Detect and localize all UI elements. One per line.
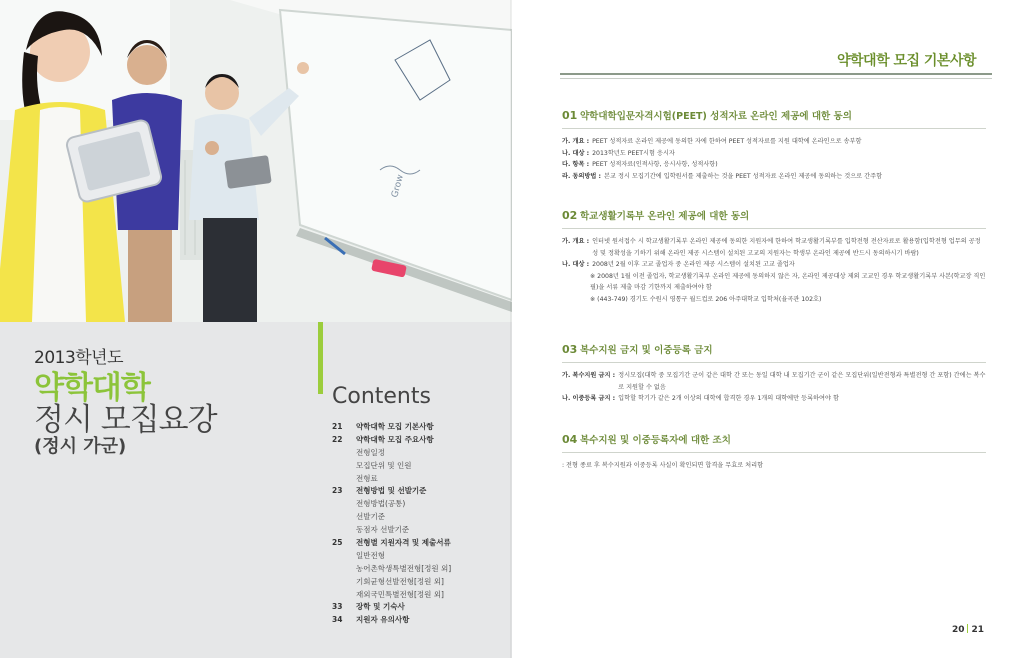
toc-entry: [332, 576, 507, 589]
toc-entry: [332, 473, 507, 486]
item-key: 가. 개요 :: [562, 238, 590, 245]
table-of-contents: [332, 421, 507, 627]
section-rule: [562, 452, 986, 453]
toc-entry: [332, 537, 507, 550]
header-rule-thin: [560, 78, 992, 79]
toc-label: 약학대학 모집 기본사항: [356, 422, 434, 431]
item-key: 라. 동의방법 :: [562, 172, 602, 180]
item-key: 나. 대상 :: [562, 149, 590, 157]
toc-label: 장학 및 기숙사: [356, 602, 405, 612]
item-value: 인터넷 원서접수 시 학교생활기록부 온라인 제공에 동의한 지원자에 한하여 학교생활기록부를 입학전형 전산자료로 활용함(입학전형 업무의 공정성 및 정확성을 기하기 위해 온라인 제공 시스템이 설치된 고교의 지원자는 학생부 온라인 제공에 반드시 동의하시기 바람): [592, 238, 981, 257]
item-key: 나. 이중등록 금지 :: [562, 395, 616, 402]
section-item: [562, 171, 986, 183]
item-key: 다. 항목 :: [562, 161, 590, 168]
section-item: [562, 148, 986, 160]
contents-title: Contents: [332, 384, 431, 409]
toc-entry: [332, 460, 507, 473]
toc-page-number: 33: [332, 602, 343, 612]
toc-label: 전형료: [356, 473, 378, 483]
section-heading: [562, 108, 986, 124]
section-note: : 전형 종료 후 복수지원과 이중등록 사실이 확인되면 합격을 무효로 처리함: [562, 462, 764, 469]
section-number: 04: [562, 433, 578, 446]
item-value: 2008년 2월 이후 고교 졸업자 중 온라인 제공 시스템이 설치된 고교 졸업자: [592, 261, 795, 268]
toc-page-number: 34: [332, 615, 343, 625]
toc-page-number: [332, 447, 356, 460]
toc-entry: [332, 434, 507, 447]
students-photo: [0, 0, 512, 322]
section-title: 학교생활기록부 온라인 제공에 대한 동의: [580, 211, 750, 222]
toc-label: 모집단위 및 인원: [356, 460, 412, 470]
item-value: 2013학년도 PEET시험 응시자: [592, 149, 675, 157]
toc-label: 동점자 선발기준: [356, 525, 410, 535]
section-item: [562, 370, 986, 393]
toc-page-number: [332, 524, 356, 537]
toc-page-number: [332, 563, 356, 576]
toc-page-number: [332, 511, 356, 524]
academic-year: 2013학년도: [34, 348, 124, 368]
item-value: 정시모집(대학 중 모집기간 군이 같은 대학 간 또는 동일 대학 내 모집기간 군이 같은 모집단위(일반전형과 특별전형 간 포함) 간에는 복수로 지원할 수 없음: [618, 372, 986, 391]
toc-entry: [332, 485, 507, 498]
item-value: 입학할 학기가 같은 2개 이상의 대학에 합격한 경우 1개의 대학에만 등록하여야 함: [618, 395, 839, 402]
page-number-separator: [967, 624, 968, 633]
section-title: 복수지원 금지 및 이중등록 금지: [580, 345, 713, 356]
toc-label: 전형방법(공통): [356, 499, 406, 509]
toc-label: 기회균형선발전형[정원 외]: [356, 576, 444, 586]
toc-entry: [332, 563, 507, 576]
toc-label: 일반전형: [356, 550, 385, 560]
item-key: 가. 개요 :: [562, 138, 590, 145]
toc-label: 농어촌학생특별전형[정원 외]: [356, 563, 452, 573]
section-item: [562, 236, 986, 259]
item-value: PEET 성적자료(인적사항, 응시사항, 성적사항): [592, 161, 718, 168]
toc-page-number: [332, 589, 356, 602]
page-number-left: 20: [951, 625, 965, 635]
toc-page-number: [332, 473, 356, 486]
photo-illustration: [0, 0, 512, 322]
toc-entry: [332, 498, 507, 511]
section-rule: [562, 228, 986, 229]
item-key: 나. 대상 :: [562, 261, 590, 268]
section-heading: [562, 342, 986, 358]
section-item: [562, 159, 986, 171]
item-key: 가. 복수지원 금지 :: [562, 372, 616, 379]
page-number-right: 21: [971, 625, 984, 635]
toc-label: 약학대학 모집 주요사항: [356, 434, 434, 444]
page-header-title: 약학대학 모집 기본사항: [837, 53, 976, 69]
section-02: [562, 208, 986, 305]
toc-label: 지원자 유의사항: [356, 615, 410, 625]
section-title: 약학대학입문자격시험(PEET) 성적자료 온라인 제공에 대한 동의: [580, 111, 852, 122]
section-item: [562, 136, 986, 148]
section-title: 복수지원 및 이중등록자에 대한 조치: [580, 435, 731, 446]
item-value: 본교 정시 모집기간에 입학원서를 제출하는 것을 PEET 성적자료 온라인 제공에 동의하는 것으로 간주함: [604, 172, 883, 180]
right-page: [512, 0, 1024, 658]
section-number: 01: [562, 109, 578, 122]
toc-entry: [332, 447, 507, 460]
toc-page-number: 22: [332, 434, 343, 444]
toc-entry: [332, 614, 507, 627]
section-number: 02: [562, 209, 578, 222]
page-numbers: [952, 624, 984, 635]
section-04: [562, 432, 986, 472]
toc-page-number: 21: [332, 422, 343, 431]
toc-entry: [332, 550, 507, 563]
toc-entry: [332, 524, 507, 537]
item-value: PEET 성적자료 온라인 제공에 동의한 자에 한하여 PEET 성적자료를 지원 대학에 온라인으로 송부함: [592, 138, 862, 145]
section-rule: [562, 128, 986, 129]
section-01: [562, 108, 986, 182]
toc-page-number: [332, 460, 356, 473]
toc-page-number: 23: [332, 486, 343, 496]
toc-entry: [332, 421, 507, 434]
toc-page-number: [332, 550, 356, 563]
toc-page-number: [332, 498, 356, 511]
section-item: [562, 393, 986, 405]
section-number: 03: [562, 343, 578, 356]
toc-page-number: [332, 576, 356, 589]
section-heading: [562, 432, 986, 448]
toc-label: 전형별 지원자격 및 제출서류: [356, 538, 451, 548]
section-note: ※ 2008년 1월 이전 졸업자, 학교생활기록부 온라인 제공에 동의하지 않은 자, 온라인 제공대상 제외 고교인 경우 학교생활기록부 사본(학교장 직인필)을 서류 제출 마감 기한까지 제출하여야 함: [590, 272, 986, 291]
section-rule: [562, 362, 986, 363]
section-heading: [562, 208, 986, 224]
toc-label: 전형일정: [356, 447, 385, 457]
svg-text:Grow: Grow: [390, 173, 406, 199]
accent-divider: [318, 322, 323, 394]
toc-page-number: 25: [332, 538, 343, 548]
header-rule: [560, 73, 992, 75]
toc-entry: [332, 601, 507, 614]
section-note: ※ (443-749) 경기도 수원시 영통구 월드컵로 206 아주대학교 입학처(율곡관 102호): [590, 295, 822, 303]
toc-entry: [332, 511, 507, 524]
toc-label: 전형방법 및 선발기준: [356, 486, 427, 496]
admission-group: (정시 가군): [34, 436, 127, 457]
section-03: [562, 342, 986, 405]
department-title: 약학대학: [34, 370, 150, 406]
toc-label: 선발기준: [356, 512, 385, 522]
toc-entry: [332, 589, 507, 602]
toc-label: 재외국민특별전형[정원 외]: [356, 589, 444, 599]
section-item: [562, 259, 986, 271]
guide-title: 정시 모집요강: [34, 402, 217, 438]
